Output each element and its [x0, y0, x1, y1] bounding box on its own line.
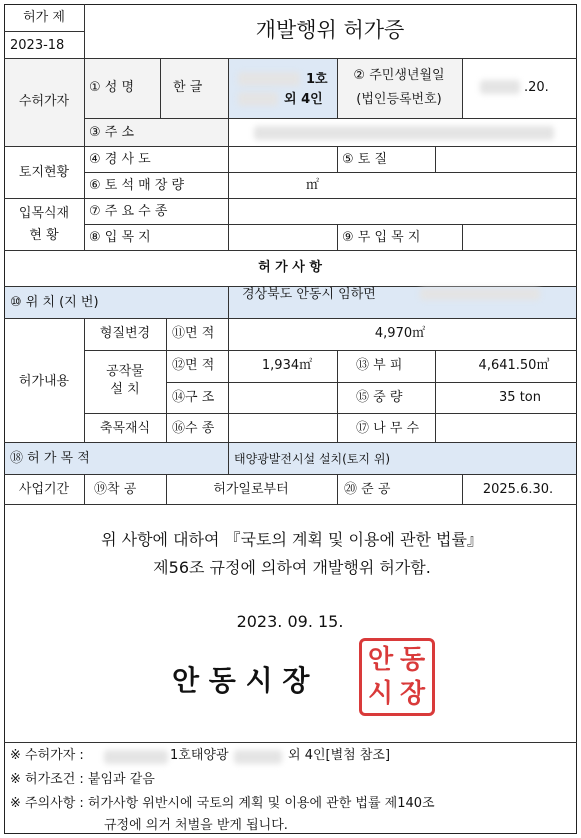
birth-label-line2: (법인등록번호)	[356, 92, 442, 107]
end-value: 2025.6.30.	[482, 482, 554, 497]
statement-line2: 제56조 규정에 의하여 개발행위 허가함.	[153, 558, 431, 577]
issue-date: 2023. 09. 15.	[236, 612, 344, 631]
redacted-name-2	[238, 92, 278, 106]
name-korean-label: 한 글	[173, 80, 203, 95]
official-seal: 안 동 시 장	[359, 638, 435, 716]
name-value-line1: 1호	[306, 72, 328, 87]
end-label: ⑳ 준 공	[344, 482, 391, 497]
area11-value: 4,970㎡	[374, 326, 426, 341]
weight-label: ⑮ 중 량	[356, 390, 403, 405]
period-label: 사업기간	[18, 482, 70, 497]
birth-value: .20.	[524, 80, 549, 95]
name-value-line2: 외 4인	[284, 92, 323, 107]
redacted-location	[420, 288, 540, 300]
name-label: ① 성 명	[89, 80, 135, 95]
permit-content-label: 허가내용	[18, 374, 70, 389]
note2: ※ 허가조건 : 붙임과 같음	[10, 772, 155, 787]
note1-text-b: 외 4인[별첨 참조]	[288, 748, 391, 763]
structure-label-1: 공작물	[106, 364, 144, 379]
species-label: ⑦ 주 요 수 종	[89, 204, 168, 219]
note1-label: ※ 수허가자 :	[10, 748, 84, 763]
trees17-label: ⑰ 나 무 수	[356, 421, 420, 436]
forest-section-label-1: 입목식재	[18, 206, 70, 221]
note3-line2: 규정에 의거 처벌을 받게 됩니다.	[104, 818, 288, 833]
permit-number-label: 허가 제	[23, 10, 65, 25]
location-value: 경상북도 안동시 임하면	[242, 287, 376, 302]
structure-label-2: 설 치	[110, 382, 140, 397]
land-change-label: 형질변경	[99, 326, 151, 341]
tree-label: 축목재식	[99, 421, 151, 436]
location-label: ⑩ 위 치 (지 번)	[10, 295, 99, 310]
applicant-section-label: 수허가자	[18, 94, 70, 109]
redacted-name	[238, 72, 300, 86]
birth-label-line1: ② 주민생년월일	[353, 68, 445, 83]
slope-label: ④ 경 사 도	[89, 152, 151, 167]
weight-value: 35 ton	[499, 390, 541, 405]
stone-unit: ㎡	[306, 178, 320, 193]
purpose-label: ⑱ 허 가 목 적	[10, 451, 90, 466]
redacted-note1-b	[234, 750, 282, 764]
purpose-value: 태양광발전시설 설치(토지 위)	[234, 452, 391, 466]
statement-line1: 위 사항에 대하여 『국토의 계획 및 이용에 관한 법률』	[101, 530, 483, 549]
note3-line1: ※ 주의사항 : 허가사항 위반시에 국토의 계획 및 이용에 관한 법률 제140조	[10, 796, 435, 811]
area12-label: ⑫면 적	[172, 358, 215, 373]
redacted-birth	[480, 80, 520, 94]
issuer-name: 안 동 시 장	[172, 664, 310, 697]
land-section-label: 토지현황	[18, 165, 70, 180]
soil-label: ⑤ 토 질	[342, 152, 388, 167]
redacted-address	[254, 126, 554, 140]
start-value: 허가일로부터	[213, 482, 289, 497]
note1-text-a: 1호태양광	[170, 748, 229, 763]
volume-label: ⑬ 부 피	[356, 358, 403, 373]
start-label: ⑲착 공	[94, 482, 137, 497]
species16-label: ⑯수 종	[172, 421, 215, 436]
permit-section-title: 허 가 사 항	[258, 260, 322, 275]
area11-label: ⑪면 적	[172, 326, 215, 341]
volume-value: 4,641.50㎥	[478, 358, 550, 373]
stand-label: ⑧ 입 목 지	[89, 230, 151, 245]
address-label: ③ 주 소	[89, 125, 135, 140]
page-title: 개발행위 허가증	[255, 18, 405, 42]
forest-section-label-2: 현 황	[29, 228, 59, 243]
area12-value: 1,934㎡	[261, 358, 313, 373]
structure14-label: ⑭구 조	[172, 390, 215, 405]
nonstand-label: ⑨ 무 입 목 지	[342, 230, 421, 245]
redacted-note1-a	[104, 750, 168, 764]
permit-number-value: 2023-18	[10, 38, 65, 53]
stone-label: ⑥ 토 석 매 장 량	[89, 178, 185, 193]
